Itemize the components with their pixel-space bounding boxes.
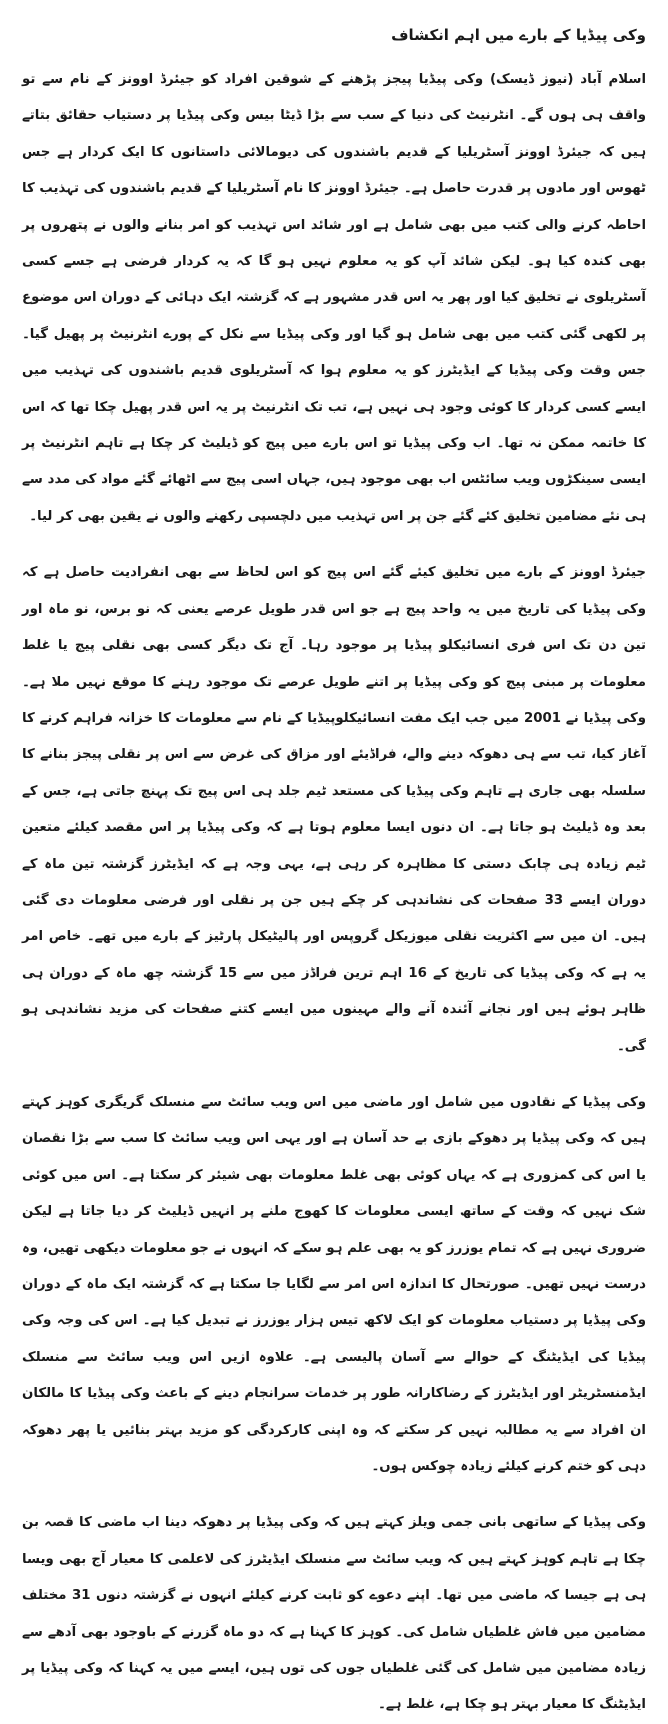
article-paragraph-4: وکی پیڈیا کے ساتھی بانی جمی ویلز کہتے ہیں کہ وکی پیڈیا پر دھوکہ دینا اب ماضی کا قصہ بن چکا ہے تاہم کوہز کہتے ہیں کہ ویب سائٹ سے منسلک ایڈیٹرز کی لاعلمی کا معیار آج بھی ویسا ہی ہے جیسا کہ ماضی میں تھا۔ اپنے دعوے کو ثابت کرنے کیلئے انہوں نے گزشتہ دنوں 31 مختلف مضامین میں فاش غلطیاں شامل کی۔ کوہز کا کہنا ہے کہ دو ماہ گزرنے کے باوجود بھی آدھے سے زیادہ مضامین میں شامل کی گئی غلطیاں جوں کی توں ہیں، ایسے میں یہ کہنا کہ وکی پیڈیا پر ایڈیٹنگ کا معیار بہتر ہو چکا ہے، غلط ہے۔ [22, 1515, 646, 1713]
article-paragraph-1: اسلام آباد (نیوز ڈیسک) وکی پیڈیا پیجز پڑھنے کے شوقین افراد کو جیئرڈ اوونز کے نام سے تو واقف ہی ہوں گے۔ انٹرنیٹ کی دنیا کے سب سے بڑا ڈیٹا بیس وکی پیڈیا پر دستیاب حقائق بتاتے ہیں کہ جیئرڈ اوونز آسٹریلیا کے قدیم باشندوں کی دیومالائی داستانوں کا ایک کردار ہے جس ٹھوس اور مادوں پر قدرت حاصل ہے۔ جیئرڈ اوونز کا نام آسٹریلیا کے قدیم باشندوں کی تہذیب کا احاطہ کرنے والی کتب میں بھی شامل ہے اور شائد اس تہذیب کو امر بنانے والوں نے پتھروں پر بھی کندہ کیا ہو۔ لیکن شائد آپ کو یہ معلوم نہیں ہو گا کہ یہ کردار فرضی ہے جسے کسی آسٹریلوی نے تخلیق کیا اور پھر یہ اس قدر مشہور ہے کہ گزشتہ ایک دہائی کے دوران اس موضوع پر لکھی گئی کتب میں بھی شامل ہو گیا اور وکی پیڈیا سے نکل کے پورے انٹرنیٹ پر پھیل گیا۔ جس وقت وکی پیڈیا کے ایڈیٹرز کو یہ معلوم ہوا کہ آسٹریلوی قدیم باشندوں کی تہذیب میں ایسے کسی کردار کا کوئی وجود ہی نہیں ہے، تب تک انٹرنیٹ پر یہ اس قدر پھیل چکا تھا کہ اس کا خاتمہ ممکن نہ تھا۔ اب وکی پیڈیا تو اس بارے میں پیج کو ڈیلیٹ کر چکا ہے تاہم انٹرنیٹ پر ایسی سینکڑوں ویب سائٹس اب بھی موجود ہیں، جہاں اسی پیج سے اٹھائے گئے مواد کی مدد سے ہی نئے مضامین تخلیق کئے گئے جن پر اس تہذیب میں دلچسپی رکھنے والوں نے یقین بھی کر لیا۔ [22, 72, 646, 524]
article-title: وکی پیڈیا کے بارے میں اہم انکشاف [391, 26, 646, 44]
article-paragraph-2: جیئرڈ اوونز کے بارے میں تخلیق کیئے گئے اس پیج کو اس لحاظ سے بھی انفرادیت حاصل ہے کہ وکی پیڈیا کی تاریخ میں یہ واحد پیج ہے جو اس قدر طویل عرصے یعنی کہ نو برس، نو ماہ اور تین دن تک اس فری انسائیکلو پیڈیا پر موجود رہا۔ آج تک دیگر کسی بھی نقلی پیج یا غلط معلومات پر مبنی پیج کو وکی پیڈیا پر اتنے طویل عرصے تک موجود رہنے کا موقع نہیں ملا ہے۔ وکی پیڈیا نے 2001 میں جب ایک مفت انسائیکلوپیڈیا کے نام سے معلومات کا خزانہ فراہم کرنے کا آغاز کیا، تب سے ہی دھوکہ دینے والے، فراڈیئے اور مزاق کی غرض سے اس پر نقلی پیجز بنانے کا سلسلہ بھی جاری ہے تاہم وکی پیڈیا کی مستعد ٹیم جلد ہی اس پیج تک پہنچ جاتی ہے، جس کے بعد وہ ڈیلیٹ ہو جاتا ہے۔ ان دنوں ایسا معلوم ہوتا ہے کہ وکی پیڈیا پر اس مقصد کیلئے متعین ٹیم زیادہ ہی چابک دستی کا مظاہرہ کر رہی ہے، یہی وجہ ہے کہ ایڈیٹرز گزشتہ تین ماہ کے دوران ایسے 33 صفحات کی نشاندہی کر چکے ہیں جن پر نقلی اور فرضی معلومات دی گئی ہیں۔ ان میں سے اکثریت نقلی میوزیکل گروپس اور پالیٹیکل پارٹیز کے بارے میں تھے۔ خاص امر یہ ہے کہ وکی پیڈیا کی تاریخ کے 16 اہم ترین فراڈز میں سے 15 گزشتہ چھ ماہ کے دوران ہی ظاہر ہوئے ہیں اور نجانے آئندہ آنے والے مہینوں میں ایسے کتنے صفحات کی مزید نشاندہی ہو گی۔ [22, 565, 647, 1054]
article-paragraph-3: وکی پیڈیا کے نقادوں میں شامل اور ماضی میں اس ویب سائٹ سے منسلک گریگری کوہز کہتے ہیں کہ وکی پیڈیا پر دھوکے بازی بے حد آسان ہے اور یہی اس ویب سائٹ کا سب سے بڑا نقصان یا اس کی کمزوری ہے کہ یہاں کوئی بھی غلط معلومات بھی شیئر کر سکتا ہے۔ اس میں کوئی شک نہیں کہ وقت کے ساتھ ایسی معلومات کا کھوج ملنے پر انہیں ڈیلیٹ کر دیا جاتا ہے لیکن ضروری نہیں ہے کہ تمام یوزرز کو یہ بھی علم ہو سکے کہ انہوں نے جو معلومات دیکھی تھیں، وہ درست نہیں تھیں۔ صورتحال کا اندازہ اس امر سے لگایا جا سکتا ہے کہ گزشتہ ایک ماہ کے دوران وکی پیڈیا پر دستیاب معلومات کو ایک لاکھ تیس ہزار یوزرز نے تبدیل کیا ہے۔ اس کی وجہ وکی پیڈیا کی ایڈیٹنگ کے حوالے سے آسان پالیسی ہے۔ علاوہ ازیں اس ویب سائٹ سے منسلک ایڈمنسٹریٹر اور ایڈیٹرز کے رضاکارانہ طور پر خدمات سرانجام دینے کے باعث وکی پیڈیا کا مالکان ان افراد سے یہ مطالبہ نہیں کر سکتے کہ وہ اپنی کارکردگی کو مزید بہتر بنائیں یا پھر دھوکہ دہی کو ختم کرنے کیلئے زیادہ چوکس ہوں۔ [22, 1094, 646, 1475]
